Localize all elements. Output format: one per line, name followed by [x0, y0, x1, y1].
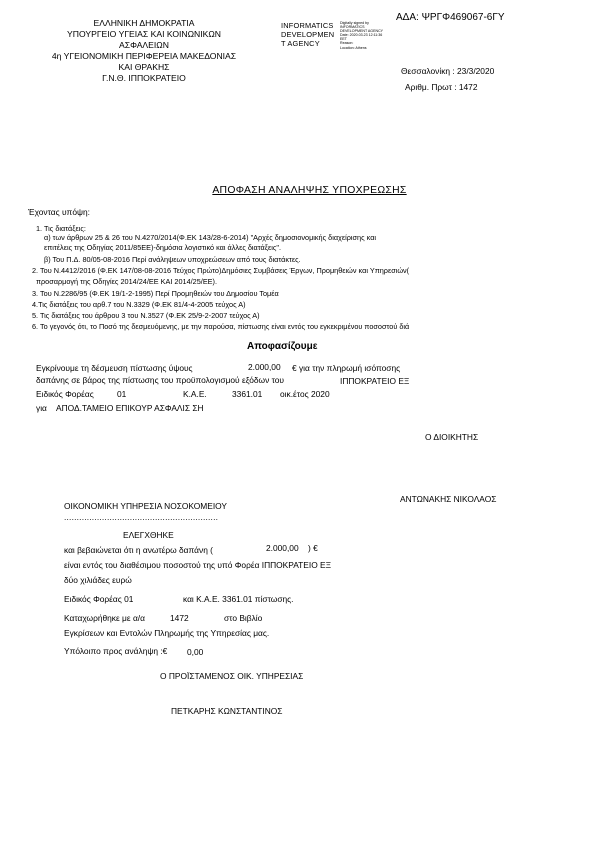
special-entity-value: 01 [117, 389, 127, 399]
finance-kae: και Κ.Α.Ε. 3361.01 πίστωσης. [183, 594, 294, 604]
confirm-text: και βεβαιώνεται ότι η ανωτέρω δαπάνη ( [64, 545, 213, 555]
legal-item: προσαρμογή της Οδηγίες 2014/24/ΕΕ ΚΑΙ 2014/25/ΕΕ). [36, 277, 218, 286]
director-title: Ο ΔΙΟΙΚΗΤΗΣ [425, 432, 479, 442]
kae-label: Κ.Α.Ε. [183, 389, 207, 399]
recorded-label: Καταχωρήθηκε με α/α [64, 613, 145, 623]
place-date: Θεσσαλονίκη : 23/3/2020 [401, 66, 495, 76]
org-line: ΥΠΟΥΡΓΕΙΟ ΥΓΕΙΑΣ ΚΑΙ ΚΟΙΝΩΝΙΚΩΝ [67, 29, 221, 39]
legal-item: 2. Του Ν.4412/2016 (Φ.ΕΚ 147/08-08-2016 Τεύχος Πρώτο)Δημόσιες Συμβάσεις Έργων, Προμηθειών και Υπηρεσιών( [32, 266, 410, 275]
signature-stamp-label: INFORMATICS DEVELOPMEN T AGENCY [281, 21, 335, 48]
legal-item: 3. Του Ν.2286/95 (Φ.ΕΚ 19/1-2-1995) Περί Προμηθειών του Δημοσίου Τομέα [32, 289, 279, 298]
for-label: για [36, 403, 47, 413]
dotted-line: ............................................................. [64, 512, 219, 522]
decision-line-2-text: δαπάνης σε βάρος της πίστωσης του προϋπολογισμού εξόδων του [36, 375, 285, 385]
org-line: ΑΣΦΑΛΕΙΩΝ [119, 40, 169, 50]
legal-item: 1. Τις διατάξεις: [36, 224, 86, 233]
finance-special-entity: Ειδικός Φορέας 01 [64, 594, 134, 604]
beneficiary: ΑΠΟΔ.ΤΑΜΕΙΟ ΕΠΙΚΟΥΡ ΑΣΦΑΛΙΣ ΣΗ [56, 403, 204, 413]
legal-item: επιτέλεις της Οδηγίας 2011/85ΕΕ)-δημόσια λογιστικό και άλλες διατάξεις". [44, 243, 282, 252]
legal-item: β) Του Π.Δ. 80/05-08-2016 Περί ανάληψεων υποχρεώσεων από τους διατάκτες. [44, 255, 301, 264]
recorded-book: στο Βιβλίο [224, 613, 263, 623]
confirm-end: ) € [308, 543, 318, 553]
legal-item: α) των άρθρων 25 & 26 του Ν.4270/2014(Φ.ΕΚ 143/28-6-2014) "Αρχές δημοσιονομικής διαχείρισης και [44, 233, 377, 242]
recorded-number: 1472 [170, 613, 189, 623]
confirm-amount: 2.000,00 [266, 543, 299, 553]
org-line: Γ.Ν.Θ. ΙΠΠΟΚΡΑΤΕΙΟ [102, 73, 186, 83]
legal-item: 6. Το γεγονός ότι, το Ποσό της δεσμευόμενης, με την παρούσα, πίστωσης είναι εντός του εγκεκριμένου ποσοστού διά [32, 322, 410, 331]
decide-heading: Αποφασίζουμε [247, 341, 318, 352]
legal-item: 4.Τις διατάξεις του αρθ.7 του Ν.3329 (Φ.ΕΚ 81/4-4-2005 τεύχος Α) [32, 300, 246, 309]
director-name: ΑΝΤΩΝΑΚΗΣ ΝΙΚΟΛΑΟΣ [400, 494, 497, 504]
head-name: ΠΕΤΚΑΡΗΣ ΚΩΝΣΤΑΝΤΙΝΟΣ [171, 706, 283, 716]
org-line: ΚΑΙ ΘΡΑΚΗΣ [118, 62, 170, 72]
head-title: Ο ΠΡΟΪΣΤΑΜΕΝΟΣ ΟΙΚ. ΥΠΗΡΕΣΙΑΣ [160, 671, 304, 681]
org-line: 4η ΥΓΕΙΟΝΟΜΙΚΗ ΠΕΡΙΦΕΡΕΙΑ ΜΑΚΕΔΟΝΙΑΣ [51, 51, 237, 61]
decision-amount: 2.000,00 [248, 362, 281, 372]
remaining-label: Υπόλοιπο προς ανάληψη :€ [64, 646, 168, 656]
signature-stamp-details: Digitally signed by INFORMATICS DEVELOPMENT AGENCY Date: 2020.03.23 12:11:36 EET Reason: Location: Athens [340, 21, 384, 50]
special-entity-label: Ειδικός Φορέας [36, 389, 94, 399]
document-title: ΑΠΟΦΑΣΗ ΑΝΑΛΗΨΗΣ ΥΠΟΧΡΕΩΣΗΣ [212, 185, 407, 196]
organization-header [28, 18, 260, 84]
remaining-value: 0,00 [187, 647, 204, 657]
approvals-text: Εγκρίσεων και Εντολών Πληρωμής της Υπηρεσίας μας. [64, 628, 270, 638]
finance-service: ΟΙΚΟΝΟΜΙΚΗ ΥΠΗΡΕΣΙΑ ΝΟΣΟΚΟΜΕΙΟΥ [64, 501, 227, 511]
decision-line-1-text: Εγκρίνουμε τη δέσμευση πίστωσης ύψους [36, 363, 193, 373]
decision-hospital: ΙΠΠΟΚΡΑΤΕΙΟ ΕΞ [340, 376, 410, 386]
kae-value: 3361.01 [232, 389, 263, 399]
fiscal-year: οικ.έτος 2020 [280, 389, 330, 399]
decision-line-1-rest: € για την πληρωμή ισόποσης [292, 363, 401, 373]
protocol-number: Αριθμ. Πρωτ : 1472 [405, 82, 478, 92]
legal-item: 5. Τις διατάξεις του άρθρου 3 του Ν.3527 (Φ.ΕΚ 25/9-2-2007 τεύχος Α) [32, 311, 260, 320]
amount-in-words: δύο χιλιάδες ευρώ [64, 575, 132, 585]
checked-label: ΕΛΕΓΧΘΗΚΕ [123, 530, 174, 540]
within-text: είναι εντός του διαθέσιμου ποσοστού της υπό Φορέα ΙΠΠΟΚΡΑΤΕΙΟ ΕΞ [64, 560, 332, 570]
org-line: ΕΛΛΗΝΙΚΗ ΔΗΜΟΚΡΑΤΙΑ [93, 18, 195, 28]
considering-label: Έχοντας υπόψη: [28, 207, 90, 217]
ada-code: ΑΔΑ: ΨΡΓΦ469067-6ΓΥ [396, 12, 505, 23]
